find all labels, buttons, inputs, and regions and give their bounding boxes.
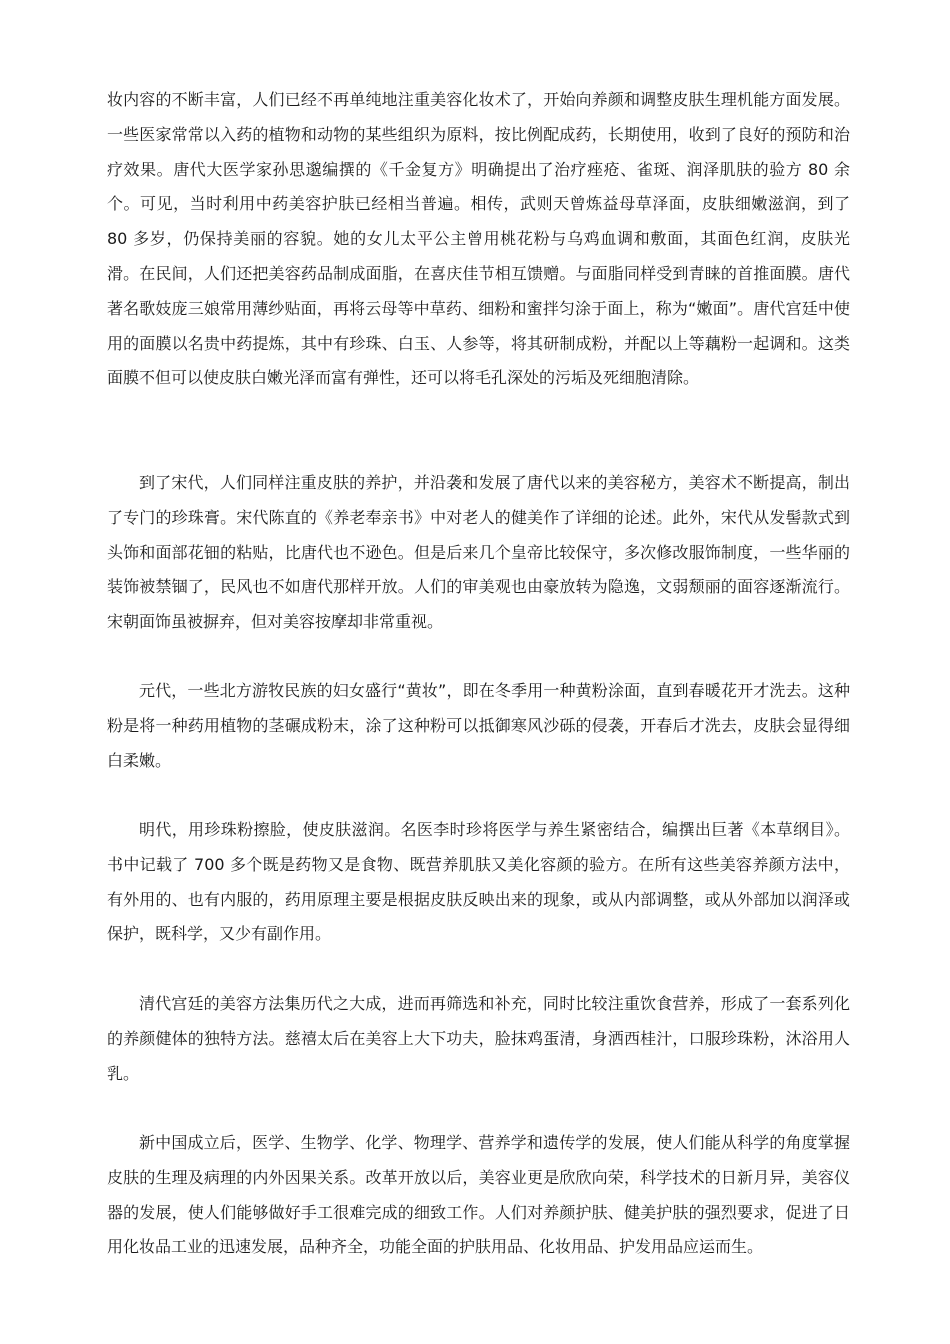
paragraph-tang-dynasty: 妆内容的不断丰富，人们已经不再单纯地注重美容化妆术了，开始向养颜和调整皮肤生理机能方面发展。一些医家常常以入药的植物和动物的某些组织为原料，按比例配成药，长期使用，收到了良好的预防和治疗效果。唐代大医学家孙思邈编撰的《千金复方》明确提出了治疗痤疮、雀斑、润泽肌肤的验方 80 余个。可见，当时利用中药美容护肤已经相当普遍。相传，武则天曾炼益母草泽面，皮肤细嫩滋润，到了 80 多岁，仍保持美丽的容貌。她的女儿太平公主曾用桃花粉与乌鸡血调和敷面，其面色红润，皮肤光滑。在民间，人们还把美容药品制成面脂，在喜庆佳节相互馈赠。与面脂同样受到青睐的首推面膜。唐代著名歌妓庞三娘常用薄纱贴面，再将云母等中草药、细粉和蜜拌匀涂于面上，称为“嫩面”。唐代宫廷中使用的面膜以名贵中药提炼，其中有珍珠、白玉、人参等，将其研制成粉，并配以上等藕粉一起调和。这类面膜不但可以使皮肤白嫩光泽而富有弹性，还可以将毛孔深处的污垢及死细胞清除。	[107, 90, 850, 388]
paragraph-qing-dynasty: 清代宫廷的美容方法集历代之大成，进而再筛选和补充，同时比较注重饮食营养，形成了一套系列化的养颜健体的独特方法。慈禧太后在美容上大下功夫，脸抹鸡蛋清，身洒西桂汁，口服珍珠粉，沐浴用人乳。	[107, 994, 850, 1083]
paragraph-yuan-dynasty: 元代，一些北方游牧民族的妇女盛行“黄妆”，即在冬季用一种黄粉涂面，直到春暖花开才洗去。这种粉是将一种药用植物的茎碾成粉末，涂了这种粉可以抵御寒风沙砾的侵袭，开春后才洗去，皮肤会显得细白柔嫩。	[107, 681, 850, 770]
paragraph-ming-dynasty: 明代，用珍珠粉擦脸，使皮肤滋润。名医李时珍将医学与养生紧密结合，编撰出巨著《本草纲目》。书中记载了 700 多个既是药物又是食物、既营养肌肤又美化容颜的验方。在所有这些美容养颜方法中，有外用的、也有内服的，药用原理主要是根据皮肤反映出来的现象，或从内部调整，或从外部加以润泽或保护，既科学，又少有副作用。	[107, 820, 850, 944]
paragraph-new-china: 新中国成立后，医学、生物学、化学、物理学、营养学和遗传学的发展，使人们能从科学的角度掌握皮肤的生理及病理的内外因果关系。改革开放以后，美容业更是欣欣向荣，科学技术的日新月异，美容仪器的发展，使人们能够做好手工很难完成的细致工作。人们对养颜护肤、健美护肤的强烈要求，促进了日用化妆品工业的迅速发展，品种齐全，功能全面的护肤用品、化妆用品、护发用品应运而生。	[107, 1133, 850, 1257]
paragraph-song-dynasty: 到了宋代，人们同样注重皮肤的养护，并沿袭和发展了唐代以来的美容秘方，美容术不断提高，制出了专门的珍珠膏。宋代陈直的《养老奉亲书》中对老人的健美作了详细的论述。此外，宋代从发髻款式到头饰和面部花钿的粘贴，比唐代也不逊色。但是后来几个皇帝比较保守，多次修改服饰制度，一些华丽的装饰被禁锢了，民风也不如唐代那样开放。人们的审美观也由豪放转为隐逸，文弱颓丽的面容逐渐流行。宋朝面饰虽被摒弃，但对美容按摩却非常重视。	[107, 473, 850, 632]
